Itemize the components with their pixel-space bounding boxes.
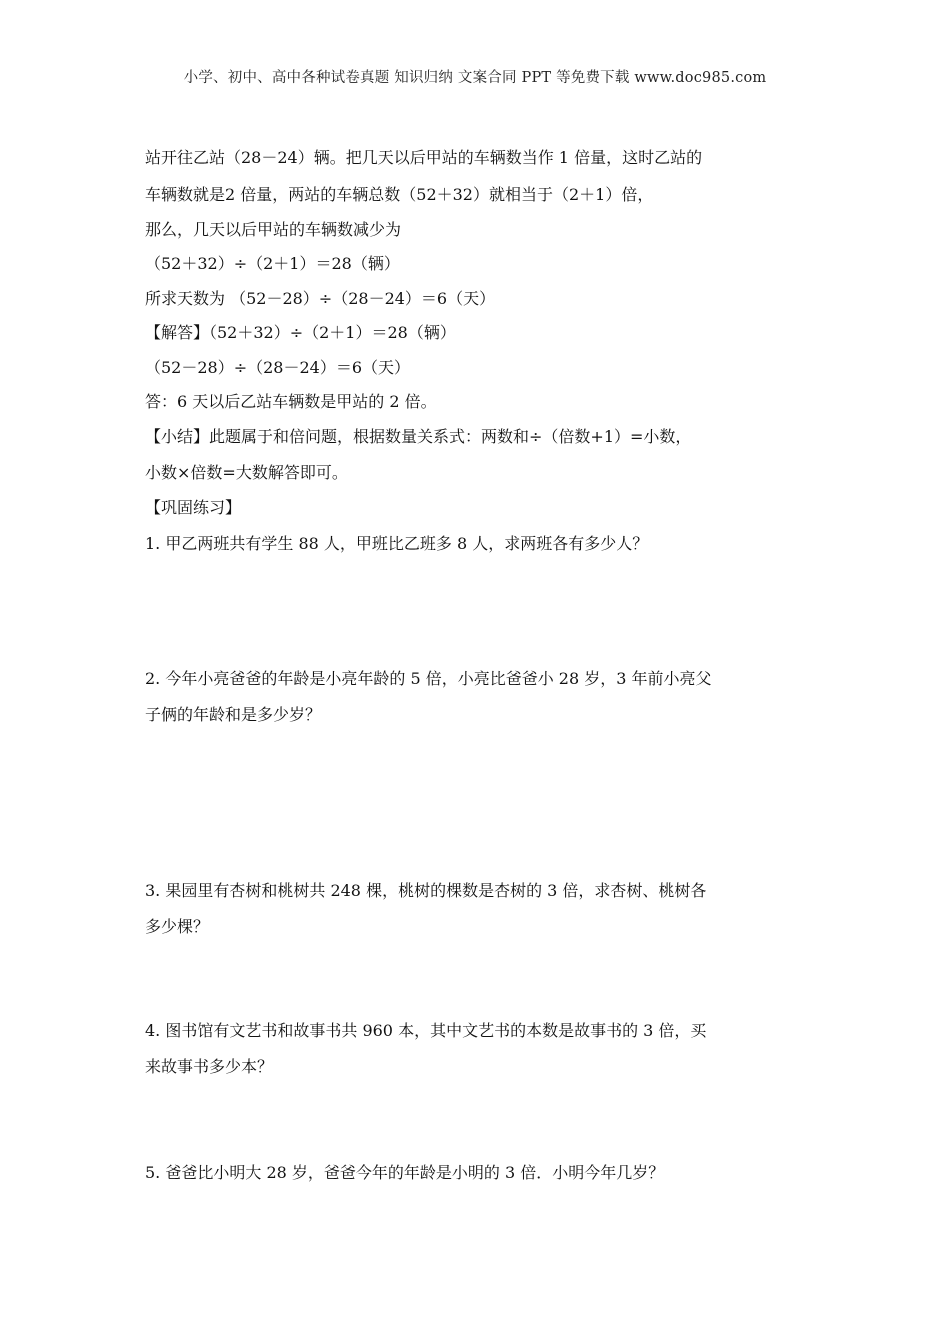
solution-line: 车辆数就是2 倍量，两站的车辆总数（52＋32）就相当于（2＋1）倍， [145, 185, 654, 204]
practice-question-1: 1. 甲乙两班共有学生 88 人，甲班比乙班多 8 人，求两班各有多少人？ [145, 534, 649, 553]
answer-line: 【解答】（52＋32）÷（2＋1）＝28（辆） [145, 323, 456, 342]
answer-line: （52－28）÷（28－24）＝6（天） [145, 358, 411, 377]
solution-line: 所求天数为 （52－28）÷（28－24）＝6（天） [145, 289, 496, 308]
summary-line: 【小结】此题属于和倍问题，根据数量关系式：两数和÷（倍数+1）=小数， [145, 427, 692, 446]
solution-line: 站开往乙站（28－24）辆。把几天以后甲站的车辆数当作 1 倍量，这时乙站的 [145, 148, 703, 167]
practice-question-2: 2. 今年小亮爸爸的年龄是小亮年龄的 5 倍，小亮比爸爸小 28 岁，3 年前小亮父 [145, 669, 712, 688]
practice-question-3: 3. 果园里有杏树和桃树共 248 棵，桃树的棵数是杏树的 3 倍，求杏树、桃树各 [145, 881, 707, 900]
practice-question-4: 4. 图书馆有文艺书和故事书共 960 本，其中文艺书的本数是故事书的 3 倍，买 [145, 1021, 707, 1040]
solution-line: （52＋32）÷（2＋1）＝28（辆） [145, 254, 400, 273]
summary-line: 小数×倍数=大数解答即可。 [145, 463, 348, 482]
page-header: 小学、初中、高中各种试卷真题 知识归纳 文案合同 PPT 等免费下载 www.doc985.com [183, 70, 767, 86]
practice-question-2-cont: 子俩的年龄和是多少岁？ [145, 705, 322, 724]
practice-heading: 【巩固练习】 [145, 498, 242, 517]
practice-question-3-cont: 多少棵？ [145, 917, 210, 936]
solution-line: 那么，几天以后甲站的车辆数减少为 [145, 220, 402, 239]
practice-question-4-cont: 来故事书多少本？ [145, 1057, 274, 1076]
practice-question-5: 5. 爸爸比小明大 28 岁，爸爸今年的年龄是小明的 3 倍．小明今年几岁？ [145, 1163, 665, 1182]
answer-line: 答：6 天以后乙站车辆数是甲站的 2 倍。 [145, 392, 437, 411]
